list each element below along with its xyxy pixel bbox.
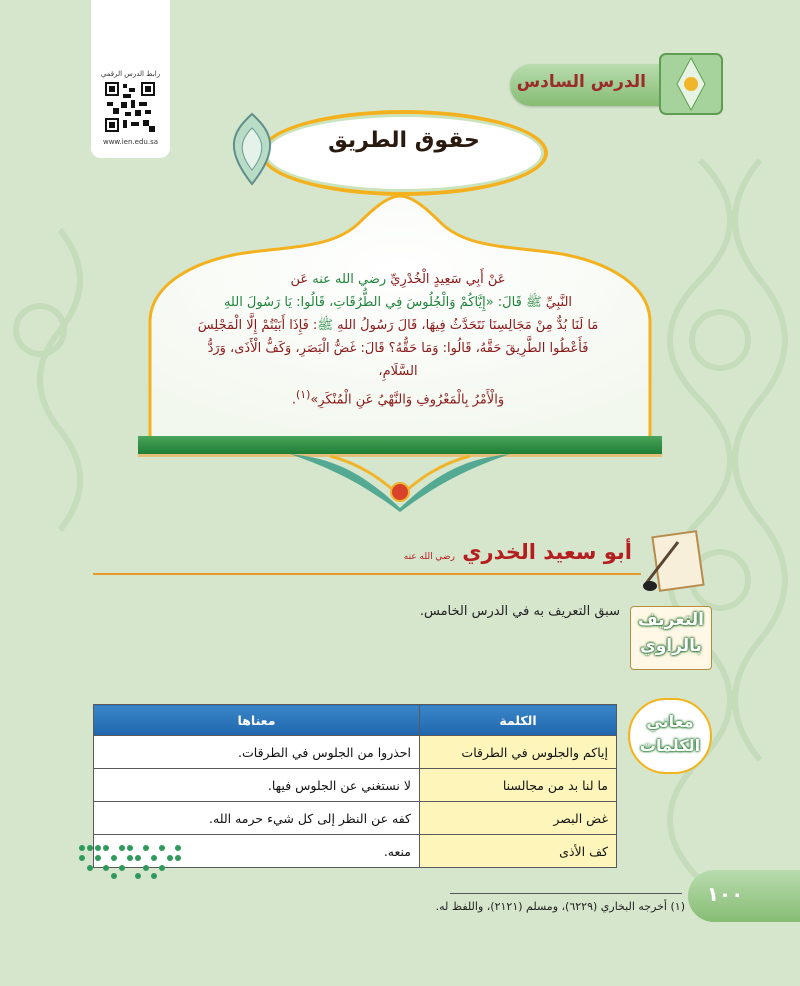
vision-dots-logo	[76, 840, 188, 880]
hadith-line: عَنْ أَبِي سَعِيدٍ الْخُدْرِيِّ رضي الله عنه عَن	[290, 272, 506, 287]
table-row	[94, 802, 617, 835]
narrator-text: سبق التعريف به في الدرس الخامس.	[419, 604, 620, 619]
hadith-line: مَا لَنَا بُدٌّ مِنْ مَجَالِسِنَا نَتَحَدَّثُ فِيهَا، قَالَ رَسُولُ اللهِ ﷺ: فَإِذَا أَبَيْتُمْ إِلَّا الْمَجْلِسَ	[197, 318, 599, 333]
narrator-honorific: رضي الله عنه	[403, 552, 455, 562]
page-title: حقوق الطريق	[328, 128, 480, 153]
narrator-divider	[93, 573, 641, 575]
table-row	[94, 736, 617, 769]
footnote-divider	[450, 893, 682, 894]
page-number: ١٠٠	[706, 882, 744, 906]
hadith-line: النَّبِيِّ ﷺ قَالَ: «إِيَّاكُمْ وَالْجُلُوسَ فِي الطُّرُقَاتِ، قَالُوا: يَا رَسُولَ اللهِ	[223, 295, 573, 310]
lesson-label: الدرس السادس	[516, 72, 646, 92]
scroll-quill-icon	[638, 528, 708, 594]
table-header-row	[94, 705, 617, 736]
qr-label: رابط الدرس الرقمي	[100, 70, 161, 78]
footnote-ref: (١)	[296, 388, 311, 401]
meaning-cell: منعه.	[94, 835, 420, 868]
narrator-name: أبو سعيد الخدري رضي الله عنه	[403, 540, 632, 564]
column-header-meaning: معناها	[94, 705, 420, 736]
word-cell: كف الأذى	[420, 835, 617, 868]
column-header-word: الكلمة	[420, 705, 617, 736]
narrator-heading: التعريف بالراوي	[630, 606, 712, 670]
qr-url: www.ien.edu.sa	[102, 138, 159, 146]
word-cell: ما لنا بد من مجالسنا	[420, 769, 617, 802]
table-row	[94, 769, 617, 802]
hadith-text	[196, 268, 600, 411]
meaning-cell: لا نستغني عن الجلوس فيها.	[94, 769, 420, 802]
word-cell: غض البصر	[420, 802, 617, 835]
word-cell: إياكم والجلوس في الطرقات	[420, 736, 617, 769]
footnote: (١) أخرجه البخاري (٦٢٢٩)، ومسلم (٢١٢١)، واللفظ له.	[435, 900, 685, 913]
words-heading: معاني الكلمات	[628, 698, 712, 774]
meaning-cell: كفه عن النظر إلى كل شيء حرمه الله.	[94, 802, 420, 835]
meaning-cell: احذروا من الجلوس في الطرقات.	[94, 736, 420, 769]
hadith-line: فَأَعْطُوا الطَّرِيقَ حَقَّهُ، قَالُوا: وَمَا حَقُّهُ؟ قَالَ: غَضُّ الْبَصَرِ، وَكَفُّ الْأَذَى، وَرَدُّ السَّلَامِ،	[207, 341, 589, 379]
hadith-line: وَالْأَمْرُ بِالْمَعْرُوفِ وَالنَّهْيُ عَنِ الْمُنْكَرِ»$^{(١)}$.	[291, 388, 505, 408]
hadith-ornament-icon	[290, 448, 510, 512]
